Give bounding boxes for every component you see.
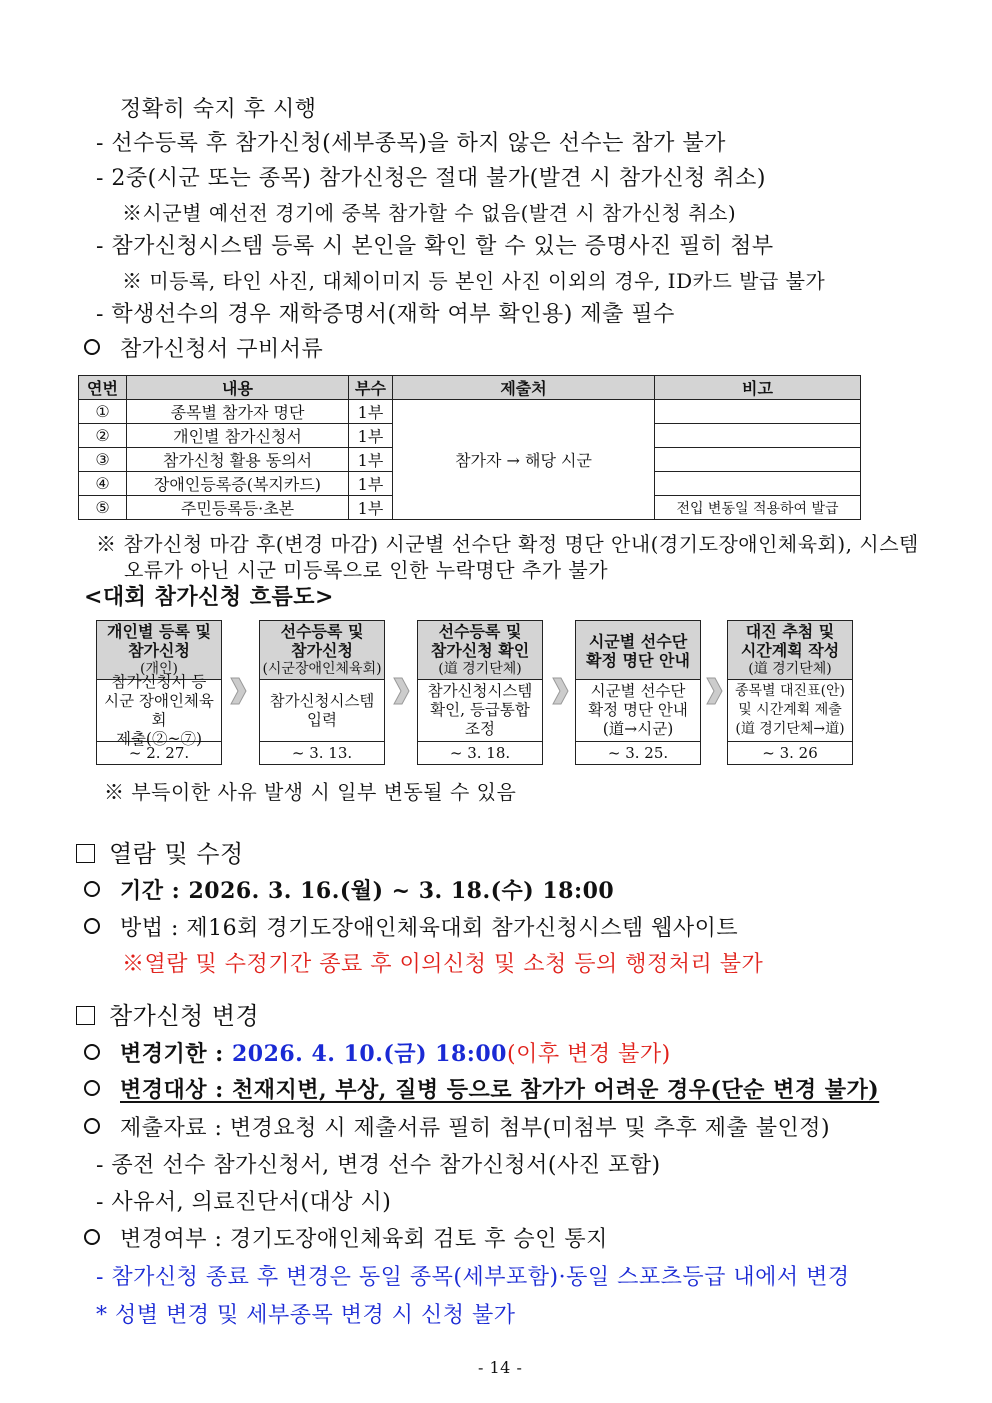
section-title: 참가신청 변경	[76, 996, 259, 1031]
cell-note	[655, 400, 861, 424]
cell-note: 전입 변동일 적용하여 발급	[655, 496, 861, 520]
flow-step-date: ~ 3. 26	[727, 742, 853, 765]
header-submit: 제출처	[393, 376, 655, 400]
flow-step-date: ~ 3. 25.	[575, 742, 701, 765]
flow-arrow-icon	[551, 676, 569, 706]
flow-step	[417, 620, 543, 765]
method-line: 방법 : 제16회 경기도장애인체육대회 참가신청시스템 웹사이트	[84, 911, 738, 942]
header-note: 비고	[655, 376, 861, 400]
flow-arrow-icon	[705, 676, 723, 706]
flow-step-header: 개인별 등록 및 참가신청 (개인)	[96, 620, 222, 680]
circle-bullet-icon	[84, 881, 100, 897]
note-line: 오류가 아닌 시군 미등록으로 인한 누락명단 추가 불가	[124, 558, 609, 582]
flow-arrow-icon	[392, 676, 410, 706]
cell-note	[655, 448, 861, 472]
approval-line: 변경여부 : 경기도장애인체육회 검토 후 승인 통지	[84, 1222, 608, 1253]
text-line: - 종전 선수 참가신청서, 변경 선수 참가신청서(사진 포함)	[96, 1153, 661, 1178]
flow-step	[727, 620, 853, 765]
text-line: - 선수등록 후 참가신청(세부종목)을 하지 않은 선수는 참가 불가	[96, 131, 726, 156]
circle-bullet-icon	[84, 918, 100, 934]
cell-no: ②	[79, 424, 127, 448]
flow-step	[259, 620, 385, 765]
documents-table	[78, 375, 861, 520]
cell-no: ①	[79, 400, 127, 424]
cell-content: 주민등록등·초본	[127, 496, 349, 520]
cell-no: ⑤	[79, 496, 127, 520]
flow-step-date: ~ 3. 13.	[259, 742, 385, 765]
cell-copies: 1부	[349, 496, 393, 520]
cell-submit-to: 참가자 → 해당 시군	[393, 400, 655, 520]
flow-step-header: 시군별 선수단 확정 명단 안내	[575, 620, 701, 680]
cell-no: ③	[79, 448, 127, 472]
header-content: 내용	[127, 376, 349, 400]
flow-step-body: 종목별 대진표(안) 및 시간계획 제출 (道 경기단체→道)	[727, 680, 853, 742]
circle-bullet-icon	[84, 1118, 100, 1134]
cell-copies: 1부	[349, 400, 393, 424]
note-line: ※ 참가신청 마감 후(변경 마감) 시군별 선수단 확정 명단 안내(경기도장애인체육회), 시스템	[96, 532, 919, 556]
cell-note	[655, 424, 861, 448]
cell-content: 개인별 참가신청서	[127, 424, 349, 448]
flow-step-body: 참가신청시스템 입력	[259, 680, 385, 742]
flow-step-header: 대진 추첨 및 시간계획 작성 (道 경기단체)	[727, 620, 853, 680]
cell-content: 참가신청 활용 동의서	[127, 448, 349, 472]
page-number: - 14 -	[478, 1358, 523, 1377]
header-copies: 부수	[349, 376, 393, 400]
circle-bullet-icon	[84, 339, 100, 355]
blue-note-line: * 성별 변경 및 세부종목 변경 시 신청 불가	[96, 1303, 516, 1328]
flow-step-date: ~ 3. 18.	[417, 742, 543, 765]
header-no: 연번	[79, 376, 127, 400]
flow-title: <대회 참가신청 흐름도>	[84, 584, 334, 610]
table-header-row	[79, 376, 861, 400]
text-line: - 참가신청시스템 등록 시 본인을 확인 할 수 있는 증명사진 필히 첨부	[96, 234, 774, 259]
deadline-line: 변경기한 : 2026. 4. 10.(금) 18:00(이후 변경 불가)	[84, 1037, 671, 1068]
flow-step	[575, 620, 701, 765]
flow-step-body: 참가신청서 등 시군 장애인체육회 제출(②~⑦)	[96, 680, 222, 742]
flow-note: ※ 부득이한 사유 발생 시 일부 변동될 수 있음	[104, 780, 517, 804]
cell-note	[655, 472, 861, 496]
cell-content: 장애인등록증(복지카드)	[127, 472, 349, 496]
cell-content: 종목별 참가자 명단	[127, 400, 349, 424]
text-line: - 사유서, 의료진단서(대상 시)	[96, 1190, 392, 1215]
circle-bullet-icon	[84, 1229, 100, 1245]
flow-step	[96, 620, 222, 765]
text-line: ※시군별 예선전 경기에 중복 참가할 수 없음(발견 시 참가신청 취소)	[122, 201, 737, 225]
text-line: - 2중(시군 또는 종목) 참가신청은 절대 불가(발견 시 참가신청 취소)	[96, 166, 767, 191]
table-row	[79, 400, 861, 424]
flow-step-body: 시군별 선수단 확정 명단 안내 (道→시군)	[575, 680, 701, 742]
target-line: 변경대상 : 천재지변, 부상, 질병 등으로 참가가 어려운 경우(단순 변경 불가)	[84, 1073, 879, 1104]
square-bullet-icon	[76, 1006, 95, 1025]
flow-arrow-icon	[229, 676, 247, 706]
text-line: ※ 미등록, 타인 사진, 대체이미지 등 본인 사진 이외의 경우, ID카드 발급 불가	[122, 269, 826, 293]
docs-heading: 참가신청서 구비서류	[84, 332, 323, 363]
materials-line: 제출자료 : 변경요청 시 제출서류 필히 첨부(미첨부 및 추후 제출 불인정)	[84, 1111, 830, 1142]
square-bullet-icon	[76, 844, 95, 863]
cell-copies: 1부	[349, 472, 393, 496]
cell-copies: 1부	[349, 448, 393, 472]
cell-no: ④	[79, 472, 127, 496]
flow-step-body: 참가신청시스템 확인, 등급통합 조정	[417, 680, 543, 742]
text-line: - 학생선수의 경우 재학증명서(재학 여부 확인용) 제출 필수	[96, 302, 675, 327]
flow-step-date: ~ 2. 27.	[96, 742, 222, 765]
blue-note-line: - 참가신청 종료 후 변경은 동일 종목(세부포함)·동일 스포츠등급 내에서 변경	[96, 1265, 850, 1290]
period-line: 기간 : 2026. 3. 16.(월) ~ 3. 18.(수) 18:00	[84, 874, 614, 905]
circle-bullet-icon	[84, 1080, 100, 1096]
circle-bullet-icon	[84, 1044, 100, 1060]
flow-step-header: 선수등록 및 참가신청 확인 (道 경기단체)	[417, 620, 543, 680]
flow-step-header: 선수등록 및 참가신청 (시군장애인체육회)	[259, 620, 385, 680]
warning-line: ※열람 및 수정기간 종료 후 이의신청 및 소청 등의 행정처리 불가	[122, 952, 764, 977]
text-line: 정확히 숙지 후 시행	[120, 97, 317, 122]
cell-copies: 1부	[349, 424, 393, 448]
section-title: 열람 및 수정	[76, 834, 244, 869]
